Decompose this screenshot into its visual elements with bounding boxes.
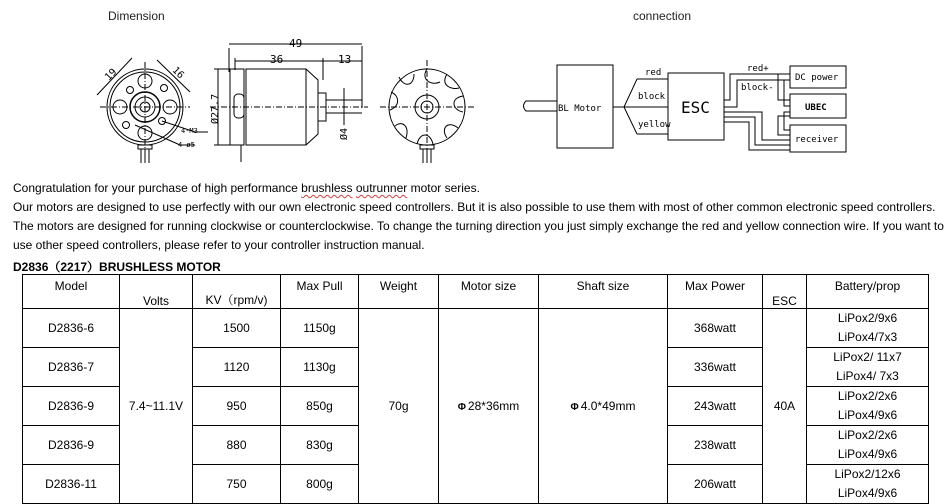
header-max-power: Max Power <box>668 275 763 309</box>
wire-label-block-minus: block- <box>741 83 774 93</box>
motor-size-value: 28*36mm <box>467 399 520 413</box>
intro-line-1-end: motor series. <box>407 181 480 195</box>
dim-label-screws: 4-M3 <box>181 127 198 135</box>
cell-kv: 880 <box>193 426 281 465</box>
cell-max-pull: 830g <box>281 426 359 465</box>
cell-weight: 70g <box>359 309 439 504</box>
dc-power-label: DC power <box>795 73 839 83</box>
intro-line-1-text: Congratulation for your purchase of high performance <box>13 181 302 195</box>
cell-volts: 7.4~11.1V <box>120 309 193 504</box>
header-kv: KV（rpm/v) <box>193 275 281 309</box>
spec-table <box>22 274 929 504</box>
cell-model: D2836-9 <box>23 426 120 465</box>
cell-max-power: 206watt <box>668 465 763 504</box>
header-shaft-size: Shaft size <box>539 275 668 309</box>
dim-label-shaft-diameter: Ø4 <box>339 127 350 140</box>
header-model: Model <box>23 275 120 309</box>
spellcheck-word-brushless: brushless <box>301 181 353 195</box>
esc-label: ESC <box>681 98 710 117</box>
cell-model: D2836-11 <box>23 465 120 504</box>
cell-model: D2836-7 <box>23 348 120 387</box>
cell-max-power: 336watt <box>668 348 763 387</box>
wire-label-red-plus: red+ <box>747 64 769 74</box>
intro-line-4: use other speed controllers, please refer to your controller instruction manual. <box>13 238 425 252</box>
cell-motor-size <box>439 309 539 504</box>
cell-max-pull: 850g <box>281 387 359 426</box>
dim-label-diameter: Ø27.7 <box>210 93 221 124</box>
cell-max-power: 243watt <box>668 387 763 426</box>
cell-kv: 1120 <box>193 348 281 387</box>
cell-max-pull: 800g <box>281 465 359 504</box>
battery-line-1: LiPox2/2x6 <box>837 428 898 442</box>
phi-symbol: Φ <box>457 402 466 413</box>
connection-title: connection <box>633 9 692 23</box>
dimension-title: Dimension <box>108 9 165 23</box>
table-row <box>23 309 929 348</box>
battery-line-2: LiPox4/7x3 <box>837 330 898 344</box>
header-max-pull: Max Pull <box>281 275 359 309</box>
wire-label-red: red <box>645 68 662 78</box>
table-header-row <box>23 275 929 309</box>
cell-kv: 950 <box>193 387 281 426</box>
cell-max-power: 368watt <box>668 309 763 348</box>
dimension-drawing <box>85 30 485 170</box>
cell-max-pull: 1130g <box>281 348 359 387</box>
dim-label-13: 13 <box>338 53 352 66</box>
battery-line-1: LiPox2/9x6 <box>837 311 898 325</box>
battery-line-1: LiPox2/2x6 <box>837 389 898 403</box>
dim-label-19: 19 <box>103 66 120 84</box>
motor-rear-view <box>380 60 474 163</box>
battery-line-2: LiPox4/ 7x3 <box>836 369 899 383</box>
header-battery-prop: Battery/prop <box>807 275 929 309</box>
bl-motor-label: BL Motor <box>558 104 602 114</box>
cell-battery-prop <box>807 426 929 465</box>
battery-line-2: LiPox4/9x6 <box>837 486 898 500</box>
intro-line-1 <box>13 179 480 198</box>
battery-line-1: LiPox2/12x6 <box>834 467 901 481</box>
cell-max-pull: 1150g <box>281 309 359 348</box>
cell-max-power: 238watt <box>668 426 763 465</box>
ubec-label: UBEC <box>805 103 827 113</box>
phi-symbol: Φ <box>570 402 579 413</box>
cell-kv: 750 <box>193 465 281 504</box>
connection-diagram <box>510 55 850 160</box>
wire-label-yellow: yellow <box>638 120 671 130</box>
intro-line-2: Our motors are designed to use perfectly with our own electronic speed controllers. But it is also possible to use them with most of other common electronic speed controllers. <box>13 200 936 214</box>
cell-shaft-size <box>539 309 668 504</box>
battery-line-1: LiPox2/ 11x7 <box>833 350 902 364</box>
battery-line-2: LiPox4/9x6 <box>837 408 898 422</box>
header-weight: Weight <box>359 275 439 309</box>
header-motor-size: Motor size <box>439 275 539 309</box>
shaft-size-value: 4.0*49mm <box>580 399 636 413</box>
table-title: D2836（2217）BRUSHLESS MOTOR <box>13 260 221 274</box>
cell-battery-prop <box>807 348 929 387</box>
cell-kv: 1500 <box>193 309 281 348</box>
intro-line-3: The motors are designed for running clockwise or counterclockwise. To change the turning direction you just simply exchange the red and yellow connection wire. If you want to <box>13 219 944 233</box>
header-esc: ESC <box>763 275 807 309</box>
cell-model: D2836-6 <box>23 309 120 348</box>
dim-label-36: 36 <box>270 53 284 66</box>
wire-label-block: block <box>638 92 666 102</box>
dim-label-49: 49 <box>289 37 303 50</box>
cell-model: D2836-9 <box>23 387 120 426</box>
cell-battery-prop <box>807 309 929 348</box>
battery-line-2: LiPox4/9x6 <box>837 447 898 461</box>
cell-battery-prop <box>807 387 929 426</box>
dim-label-holes: 4-ø5 <box>178 141 195 149</box>
cell-esc: 40A <box>763 309 807 504</box>
header-volts: Volts <box>120 275 193 309</box>
receiver-label: receiver <box>795 135 839 145</box>
spellcheck-word-outrunner: outrunner <box>355 181 408 195</box>
dim-label-16: 16 <box>169 64 186 82</box>
